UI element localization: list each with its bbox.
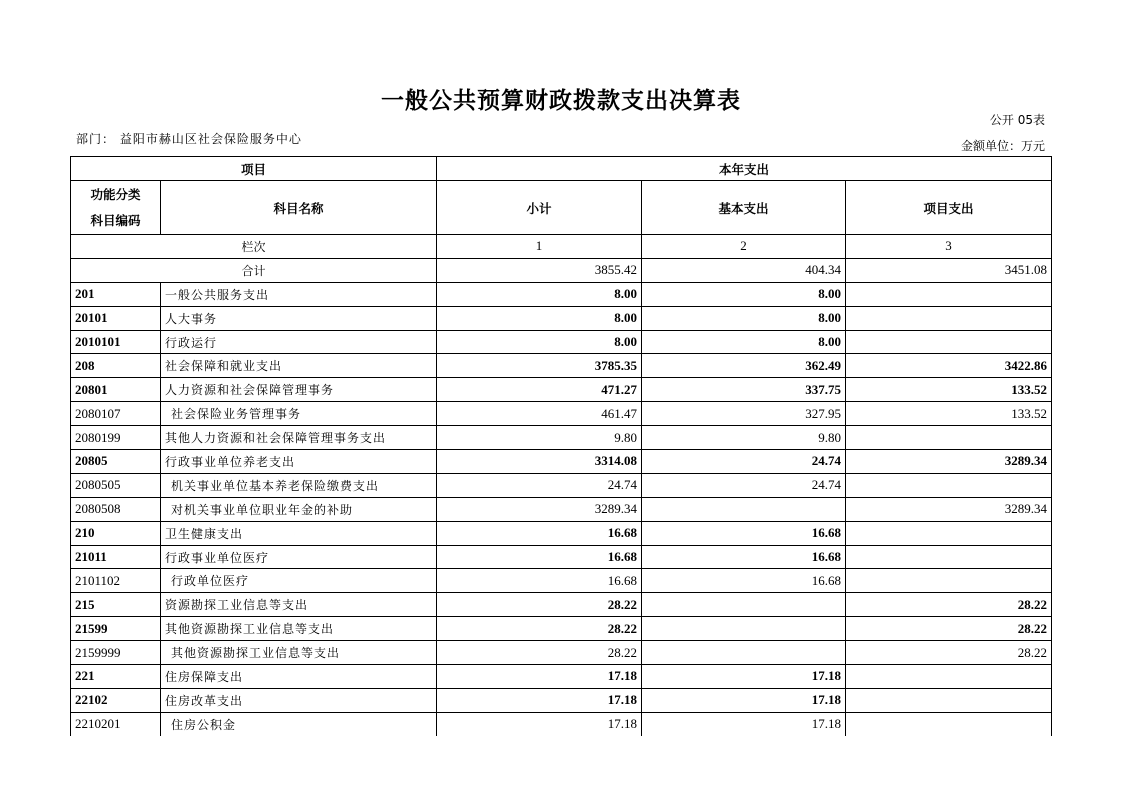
- cell-project: [846, 712, 1052, 735]
- table-row: [71, 641, 1052, 665]
- cell-project: [846, 473, 1052, 497]
- cell-code: 20101: [71, 306, 161, 330]
- table-row: [71, 330, 1052, 354]
- cell-code: 2010101: [71, 330, 161, 354]
- cell-project: 28.22: [846, 617, 1052, 641]
- cell-project: [846, 306, 1052, 330]
- form-number: 公开 05表: [989, 113, 1045, 127]
- cell-code: 221: [71, 665, 161, 689]
- table-row: [71, 665, 1052, 689]
- cell-code: 22102: [71, 688, 161, 712]
- cell-basic: 8.00: [642, 306, 846, 330]
- cell-basic: 8.00: [642, 330, 846, 354]
- cell-subtotal: 17.18: [437, 688, 642, 712]
- total-basic: 404.34: [642, 258, 846, 282]
- header-subtotal: 小计: [437, 181, 642, 235]
- cell-code: 20805: [71, 450, 161, 474]
- column-index-label: 栏次: [71, 235, 437, 259]
- cell-basic: 16.68: [642, 569, 846, 593]
- cell-code: 2080107: [71, 402, 161, 426]
- cell-code: 21011: [71, 545, 161, 569]
- cell-subject-name: 住房公积金: [161, 712, 437, 735]
- cell-project: [846, 665, 1052, 689]
- cell-project: 3422.86: [846, 354, 1052, 378]
- cell-code: 2080505: [71, 473, 161, 497]
- cell-subtotal: 28.22: [437, 617, 642, 641]
- cell-subject-name: 其他资源勘探工业信息等支出: [161, 617, 437, 641]
- header-function-code-line2: 科目编码: [90, 212, 141, 228]
- cell-subject-name: 住房保障支出: [161, 665, 437, 689]
- table-row: [71, 617, 1052, 641]
- header-subject-name: 科目名称: [161, 181, 437, 235]
- table-row: [71, 426, 1052, 450]
- cell-code: 2080508: [71, 497, 161, 521]
- table-row: [71, 354, 1052, 378]
- table-row: [71, 593, 1052, 617]
- cell-basic: 16.68: [642, 521, 846, 545]
- cell-subtotal: 17.18: [437, 712, 642, 735]
- cell-project: 3289.34: [846, 497, 1052, 521]
- cell-subject-name: 行政单位医疗: [161, 569, 437, 593]
- cell-basic: [642, 497, 846, 521]
- cell-project: 133.52: [846, 402, 1052, 426]
- cell-subtotal: 16.68: [437, 569, 642, 593]
- cell-project: [846, 688, 1052, 712]
- page-title: 一般公共预算财政拨款支出决算表: [381, 88, 741, 114]
- cell-subtotal: 24.74: [437, 473, 642, 497]
- cell-subtotal: 28.22: [437, 593, 642, 617]
- cell-basic: 327.95: [642, 402, 846, 426]
- cell-code: 201: [71, 282, 161, 306]
- cell-subject-name: 行政事业单位养老支出: [161, 450, 437, 474]
- cell-basic: 8.00: [642, 282, 846, 306]
- cell-project: [846, 545, 1052, 569]
- total-subtotal: 3855.42: [437, 258, 642, 282]
- table-row: [71, 497, 1052, 521]
- cell-subject-name: 其他人力资源和社会保障管理事务支出: [161, 426, 437, 450]
- cell-subtotal: 8.00: [437, 282, 642, 306]
- table-row: [71, 545, 1052, 569]
- cell-code: 2210201: [71, 712, 161, 735]
- cell-subtotal: 3289.34: [437, 497, 642, 521]
- table-row: [71, 402, 1052, 426]
- column-index-3: 3: [846, 235, 1052, 259]
- cell-code: 20801: [71, 378, 161, 402]
- cell-subject-name: 行政事业单位医疗: [161, 545, 437, 569]
- header-function-code-line1: 功能分类: [90, 186, 141, 202]
- header-item: 项目: [71, 157, 437, 181]
- cell-basic: [642, 641, 846, 665]
- cell-project: 3289.34: [846, 450, 1052, 474]
- total-label: 合计: [71, 258, 437, 282]
- cell-basic: 9.80: [642, 426, 846, 450]
- header-project: 项目支出: [846, 181, 1052, 235]
- cell-basic: 17.18: [642, 665, 846, 689]
- cell-subject-name: 人力资源和社会保障管理事务: [161, 378, 437, 402]
- cell-project: 133.52: [846, 378, 1052, 402]
- cell-basic: 17.18: [642, 688, 846, 712]
- cell-subtotal: 28.22: [437, 641, 642, 665]
- expenditure-table: [70, 156, 1052, 736]
- cell-code: 2159999: [71, 641, 161, 665]
- header-function-code: [71, 181, 161, 235]
- cell-subject-name: 卫生健康支出: [161, 521, 437, 545]
- table-row: [71, 450, 1052, 474]
- table-row: [71, 712, 1052, 735]
- cell-subject-name: 社会保障和就业支出: [161, 354, 437, 378]
- cell-subtotal: 8.00: [437, 306, 642, 330]
- cell-project: 28.22: [846, 593, 1052, 617]
- cell-subtotal: 16.68: [437, 545, 642, 569]
- cell-project: [846, 569, 1052, 593]
- cell-subject-name: 资源勘探工业信息等支出: [161, 593, 437, 617]
- table-row: [71, 688, 1052, 712]
- cell-basic: [642, 617, 846, 641]
- cell-subtotal: 461.47: [437, 402, 642, 426]
- cell-subject-name: 行政运行: [161, 330, 437, 354]
- amount-unit: 金额单位：万元: [960, 139, 1045, 153]
- department-label: 部门： 益阳市赫山区社会保险服务中心: [76, 132, 302, 146]
- header-basic: 基本支出: [642, 181, 846, 235]
- cell-subtotal: 9.80: [437, 426, 642, 450]
- cell-subject-name: 一般公共服务支出: [161, 282, 437, 306]
- header-current-year: 本年支出: [437, 157, 1052, 181]
- total-project: 3451.08: [846, 258, 1052, 282]
- column-index-2: 2: [642, 235, 846, 259]
- cell-subtotal: 8.00: [437, 330, 642, 354]
- cell-subject-name: 住房改革支出: [161, 688, 437, 712]
- cell-basic: 24.74: [642, 473, 846, 497]
- column-index-1: 1: [437, 235, 642, 259]
- cell-project: 28.22: [846, 641, 1052, 665]
- cell-subject-name: 其他资源勘探工业信息等支出: [161, 641, 437, 665]
- cell-project: [846, 330, 1052, 354]
- cell-subtotal: 3785.35: [437, 354, 642, 378]
- cell-subject-name: 对机关事业单位职业年金的补助: [161, 497, 437, 521]
- cell-project: [846, 282, 1052, 306]
- cell-subject-name: 社会保险业务管理事务: [161, 402, 437, 426]
- cell-code: 2101102: [71, 569, 161, 593]
- cell-subject-name: 机关事业单位基本养老保险缴费支出: [161, 473, 437, 497]
- cell-basic: 362.49: [642, 354, 846, 378]
- cell-project: [846, 426, 1052, 450]
- cell-basic: 337.75: [642, 378, 846, 402]
- table-row: [71, 378, 1052, 402]
- cell-basic: 16.68: [642, 545, 846, 569]
- cell-project: [846, 521, 1052, 545]
- total-row: [71, 258, 1052, 282]
- column-index-row: [71, 235, 1052, 259]
- cell-subtotal: 17.18: [437, 665, 642, 689]
- cell-basic: 24.74: [642, 450, 846, 474]
- cell-subtotal: 471.27: [437, 378, 642, 402]
- cell-basic: [642, 593, 846, 617]
- cell-code: 21599: [71, 617, 161, 641]
- cell-subject-name: 人大事务: [161, 306, 437, 330]
- table-row: [71, 473, 1052, 497]
- cell-basic: 17.18: [642, 712, 846, 735]
- cell-subtotal: 3314.08: [437, 450, 642, 474]
- cell-code: 210: [71, 521, 161, 545]
- cell-code: 208: [71, 354, 161, 378]
- cell-code: 215: [71, 593, 161, 617]
- table-row: [71, 282, 1052, 306]
- cell-code: 2080199: [71, 426, 161, 450]
- table-row: [71, 306, 1052, 330]
- table-row: [71, 521, 1052, 545]
- table-row: [71, 569, 1052, 593]
- cell-subtotal: 16.68: [437, 521, 642, 545]
